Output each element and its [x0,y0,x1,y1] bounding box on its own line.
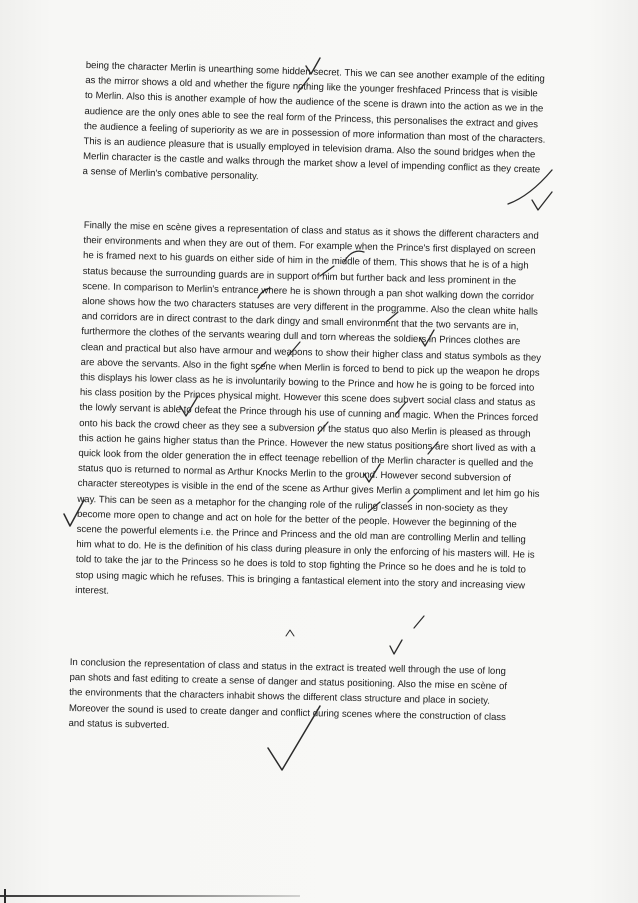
tick-mark [390,640,402,654]
scan-edge-line [0,895,300,897]
paragraph-editing: being the character Merlin is unearthing some hidden secret. This we can see another example of the editing as the mirror shows a old and whether the figure nothing like the younger freshfaced Princess that is visible to Merlin. Also this is another example of how the audience of the scene is drawn into the action as we in the audience are the only ones able to see the real form of the Princess, this personalises the extract and gives the audience a feeling of superiority as we are in possession of more information than most of the characters. This is an audience pleasure that is usually employed in television drama. Also the sound bridges when the Merlin character is the castle and walks through the market show a level of impending conflict as they create a sense of Merlin's combative personality. [82,59,546,183]
correction-mark [414,616,424,628]
tick-mark [532,192,552,210]
paragraph-conclusion: In conclusion the representation of class and status in the extract is treated well through the use of long pan shots and fast editing to create a sense of danger and status positioning. Also the mise en scène of the environments that the characters inhabit shows the different class structure and place in society. Moreover the sound is used to create danger and conflict during scenes where the construction of class and status is subverted. [68,656,508,731]
paragraph-mise-en-scene: Finally the mise en scène gives a representation of class and status as it shows the different characters and their environments and when they are out of them. For example when the Prince's first displayed on screen he is framed next to his guards on either side of him in the middle of them. This shows that he is of a high status because the surrounding guards are in support of him but further back and less prominent in the scene. In comparison to Merlin's entrance where he is shown through a pan shot walking down the corridor alone shows how the two characters statuses are very different in the programme. Also the clean white halls and corridors are in direct contrast to the dark dingy and small environment that the two servants are in, furthermore the clothes of the servants wearing dull and torn whereas the soldiers in Princes clothes are clean and practical but also have armour and weapons to show their higher class and status symbols as they are above the servants. Also in the fight scene when Merlin is forced to bend to pick up the weapon he drops this displays his lower class as he is involuntarily bowing to the Prince and how he is going to be forced into his class position by the Princes physical might. However this scene does subvert social class and status as the lowly servant is able to defeat the Prince through his use of cunning and magic. When the Princes forced onto his back the crowd cheer as they see a subversion of the status quo also Merlin is pleased as through this action he gains higher status than the Prince. However the new status positions are short lived as with a quick look from the older generation the in effect teenage rebellion of the Merlin character is quelled and the status quo is returned to normal as Arthur Knocks Merlin to the ground. However second subversion of character stereotypes is visible in the end of the scene as Arthur gives Merlin a compliment and let him go his way. This can be seen as a metaphor for the changing role of the ruling classes in non-society as they become more open to change and act on hole for the better of the people. However the beginning of the scene the powerful elements i.e. the Prince and Princess and the old man are controlling Merlin and telling him what to do. He is the definition of his class during pleasure in only the enforcing of his masters will. He is told to take the jar to the Princess so he does is told to stop fighting the Prince so he does and he is told to stop using magic which he refuses. This is bringing a fantastical element into the story and increasing view interest. [75,219,542,597]
correction-mark [286,630,294,636]
scan-edge-mark [4,889,6,903]
